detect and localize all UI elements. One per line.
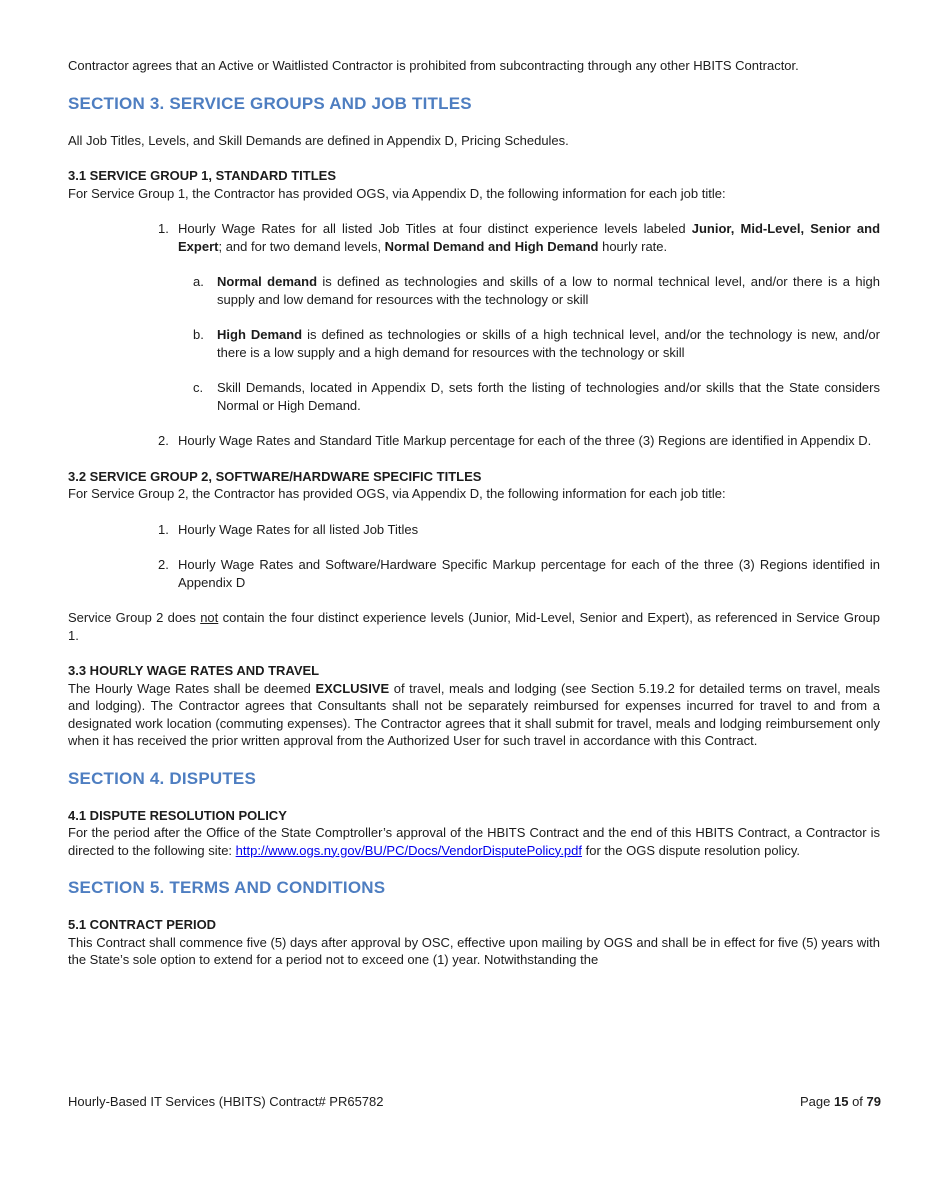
subsection-4-1 xyxy=(68,807,880,860)
list-item-3-1-2 xyxy=(68,432,880,450)
list-marker: 2. xyxy=(158,433,169,448)
text-run: contain the four distinct experience levels (Junior, Mid-Level, Senior and Expert), as referenced in Service Group 1. xyxy=(68,610,880,643)
list-item-text xyxy=(217,326,880,361)
subsection-3-2-body: For Service Group 2, the Contractor has provided OGS, via Appendix D, the following information for each job title: xyxy=(68,486,726,501)
list-item-text: Hourly Wage Rates and Software/Hardware Specific Markup percentage for each of the three (3) Regions identified in Appendix D xyxy=(178,557,880,590)
section-5-heading: SECTION 5. TERMS AND CONDITIONS xyxy=(68,878,386,897)
text-run: of xyxy=(848,1094,867,1109)
list-marker: a. xyxy=(193,274,204,289)
list-item-text: Hourly Wage Rates and Standard Title Markup percentage for each of the three (3) Regions are identified in Appendix D. xyxy=(178,433,872,448)
list-marker: c. xyxy=(193,380,204,395)
subsection-4-1-body xyxy=(68,824,880,859)
bold-run: Normal Demand and High Demand xyxy=(384,238,599,254)
list-item-3-2-2 xyxy=(68,556,880,591)
text-run: is defined as technologies or skills of a high technical level, and/or the technology is new, and/or there is a low supply and a high demand for resources with the technology or skill xyxy=(217,327,880,360)
intro-paragraph: Contractor agrees that an Active or Waitlisted Contractor is prohibited from subcontracting through any other HBITS Contractor. xyxy=(68,58,799,73)
list-item-3-1-1a xyxy=(68,273,880,308)
section-4-heading: SECTION 4. DISPUTES xyxy=(68,768,257,788)
subsection-3-3-body xyxy=(68,680,880,750)
list-item-text: Skill Demands, located in Appendix D, sets forth the listing of technologies and/or skills that the State considers Normal or High Demand. xyxy=(217,380,880,413)
footer-contract-label: Hourly-Based IT Services (HBITS) Contract# PR65782 xyxy=(68,1094,384,1109)
list-marker: 1. xyxy=(158,221,169,236)
vendor-dispute-policy-link[interactable]: http://www.ogs.ny.gov/BU/PC/Docs/VendorDisputePolicy.pdf xyxy=(235,842,583,858)
list-item-text xyxy=(178,220,880,255)
subsection-3-3-heading: 3.3 HOURLY WAGE RATES AND TRAVEL xyxy=(68,663,320,678)
text-run: hourly rate. xyxy=(598,238,668,254)
text-run: is defined as technologies and skills of a low to normal technical level, and/or there is a high supply and low demand for resources with the technology or skill xyxy=(217,274,880,307)
list-item-3-1-1 xyxy=(68,220,880,255)
list-marker: 2. xyxy=(158,557,169,572)
subsection-3-1-body: For Service Group 1, the Contractor has provided OGS, via Appendix D, the following information for each job title: xyxy=(68,185,726,201)
list-marker: 1. xyxy=(158,521,169,537)
list-item-3-2-1 xyxy=(68,521,880,539)
bold-run: Normal demand xyxy=(217,274,318,289)
text-run: The Hourly Wage Rates shall be deemed xyxy=(68,680,316,696)
page-footer xyxy=(68,1093,881,1110)
footer-total-pages: 79 xyxy=(866,1094,881,1109)
subsection-3-1-heading: 3.1 SERVICE GROUP 1, STANDARD TITLES xyxy=(68,168,336,183)
list-item-text: Hourly Wage Rates for all listed Job Titles xyxy=(178,521,419,537)
text-run: Hourly Wage Rates for all listed Job Titles at four distinct experience levels labeled xyxy=(178,221,692,236)
list-marker: b. xyxy=(193,327,204,342)
subsection-3-2 xyxy=(68,468,880,503)
document-content xyxy=(68,57,880,987)
underlined-run: not xyxy=(200,610,219,625)
service-group-2-note xyxy=(68,609,880,644)
text-run: For the period after the Office of the State Comptroller’s approval of the HBITS Contract and the end of this HBITS Contract, a Contractor is directed to the following site: xyxy=(68,825,880,858)
subsection-5-1-body: This Contract shall commence five (5) days after approval by OSC, effective upon mailing by OGS and shall be in effect for five (5) years with the State’s sole option to extend for a period not to exceed one (1) year. Notwithstanding the xyxy=(68,934,880,967)
text-run: of travel, meals and lodging (see Section 5.19.2 for detailed terms on travel, meals and lodging). The Contractor agrees that Consultants shall not be separately reimbursed for expenses incurred for travel to and from a designated work location (commuting expenses). The Contractor agrees that it shall submit for travel, meals and lodging reimbursement only when it has received the prior written approval from the Authorized User for such travel in accordance with this Contract. xyxy=(68,680,880,748)
subsection-4-1-heading: 4.1 DISPUTE RESOLUTION POLICY xyxy=(68,807,287,823)
subsection-5-1-heading: 5.1 CONTRACT PERIOD xyxy=(68,917,217,932)
subsection-3-3 xyxy=(68,662,880,750)
list-item-text xyxy=(217,273,880,308)
text-run: ; and for two demand levels, xyxy=(218,238,385,254)
text-run: for the OGS dispute resolution policy. xyxy=(582,842,800,858)
subsection-5-1 xyxy=(68,916,880,969)
subsection-3-2-heading: 3.2 SERVICE GROUP 2, SOFTWARE/HARDWARE SPECIFIC TITLES xyxy=(68,468,482,484)
subsection-3-1 xyxy=(68,167,880,202)
footer-page-indicator xyxy=(800,1093,881,1110)
list-item-3-1-1c xyxy=(68,379,880,414)
section-3-lead-paragraph: All Job Titles, Levels, and Skill Demands are defined in Appendix D, Pricing Schedules. xyxy=(68,132,569,148)
section-3-heading: SECTION 3. SERVICE GROUPS AND JOB TITLES xyxy=(68,93,472,113)
bold-run: EXCLUSIVE xyxy=(315,680,390,696)
footer-page-number: 15 xyxy=(833,1094,849,1109)
bold-run: Junior, Mid-Level, Senior and Expert xyxy=(178,221,881,254)
list-item-3-1-1b xyxy=(68,326,880,361)
text-run: Page xyxy=(800,1094,834,1109)
text-run: Service Group 2 does xyxy=(68,610,201,625)
bold-run: High Demand xyxy=(217,327,303,342)
